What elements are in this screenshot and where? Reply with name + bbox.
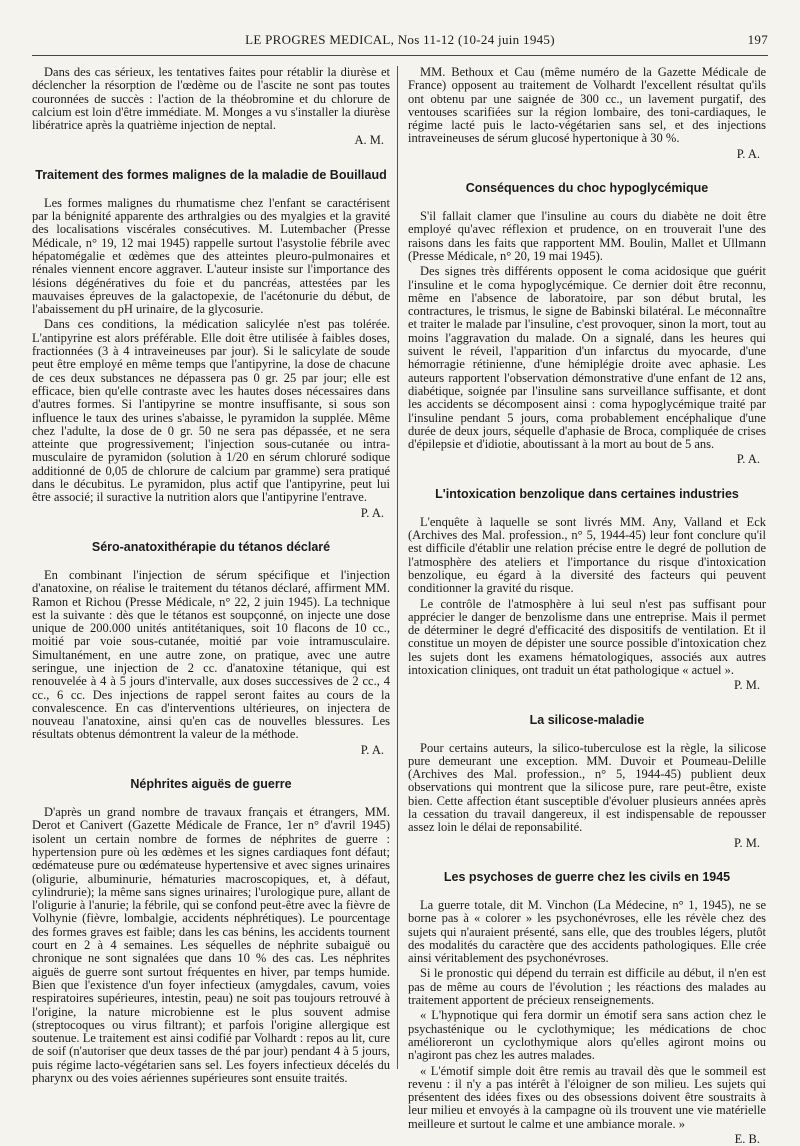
benzol-heading: L'intoxication benzolique dans certaines industries — [435, 486, 739, 501]
psychoses-paragraph-4: « L'émotif simple doit être remis au travail dès que le sommeil est revenu : il n'y a pas intérêt à l'éloigner de son milieu. Les sujets qui présentent des idées fixes ou des obsessions doivent être soustraits à leur milieu et envoyés à la campagne où ils trouvent une vie matérielle meilleure et surtout le calme et une ambiance morale. » — [408, 1063, 766, 1131]
continuation-signature: P. A. — [736, 146, 760, 161]
column-divider — [397, 66, 398, 1069]
choc-signature: P. A. — [736, 452, 760, 467]
header-rule — [32, 55, 768, 56]
journal-title: LE PROGRES MEDICAL, Nos 11-12 (10-24 juin 1945) — [245, 32, 555, 47]
bouillaud-paragraph-2: Dans ces conditions, la médication salicylée n'est pas tolérée. L'antipyrine est alors préférable. Elle doit être utilisée à faibles doses, fractionnées (3 à 4 intraveineuses par jour). Si le salicylate de soude peut être employé en même temps que l'antipyrine, la dose de chacune de ces deux substances ne dépassera pas 0 gr. 25 par jour; elle est efficace, bien qu'elle contraste avec les hautes doses nécessaires dans d'autres formes. Si l'antipyrine se montre insuffisante, si sous son influence le taux des urines s'abaisse, le pyramidon la supplée. Même chez l'adulte, la dose de 0 gr. 50 ne sera pas dépassée, et ne sera atteinte que progressivement; l'injection sous-cutanée ou intra-musculaire de pyramidon (solution à 1/20 en sérum chloruré sodique additionné de 0,05 de chlorure de calcium par gramme) sera pratiqué dans le décubitus. Le pyramidon, plus actif que l'antipyrine, peut lui être associé; il suractive la nutrition alors que l'antipyrine l'entrave. — [32, 317, 390, 505]
benzol-paragraph-2: Le contrôle de l'atmosphère à lui seul n'est pas suffisant pour apprécier le danger de benzolisme dans une entreprise. Mais il permet de déterminer le degré d'efficacité des dispositifs de ventilation. Et il constitue un moyen de dépister une source possible d'intoxication chez les sujets dont les examens hématologiques, associés aux autres intoxication cliniques, ont traduit un état pathologique « actuel ». — [408, 596, 766, 677]
page-header — [32, 32, 768, 52]
psychoses-paragraph-3: « L'hypnotique qui fera dormir un émotif sera sans action chez le psychasténique ou le cyclothymique; les médications de choc amélioreront un cyclothymique alors qu'elles agiront moins ou n'agiront pas chez les autres malades. — [408, 1008, 766, 1063]
choc-heading: Conséquences du choc hypoglycémique — [465, 181, 709, 196]
intro-paragraph: Dans des cas sérieux, les tentatives faites pour rétablir la diurèse et déclencher la résorption de l'œdème ou de l'ascite ne sont pas toutes couronnées de succès : l'action de la théobromine et du chlorure de calcium est loin d'être immédiate. M. Monges a vu s'installer la diurèse libératrice après la quatrième injection de neptal. — [32, 65, 390, 133]
benzol-signature: P. M. — [733, 678, 760, 693]
right-column — [408, 66, 766, 1146]
bouillaud-signature: P. A. — [360, 505, 384, 520]
psychoses-paragraph-1: La guerre totale, dit M. Vinchon (La Médecine, n° 1, 1945), ne se borne pas à « colorer » les psychonévroses, elle les révèle chez des sujets qui n'auraient présenté, sans elle, que des troubles légers, plutôt des modalités du caractère que des accidents pathologiques. Elle crée ainsi véritablement des psychonévroses. — [408, 897, 766, 966]
nephrites-heading: Néphrites aiguës de guerre — [130, 777, 292, 792]
nephrites-paragraph-1: D'après un grand nombre de travaux français et étrangers, MM. Derot et Canivert (Gazette Médicale de France, 1er n° d'avril 1945) isolent un certain nombre de formes de néphrites de guerre : hypertension pure où les œdèmes et les signes cardiaques font défaut; œdémateuse pure ou œdémateuse hypertensive et avec signes urinaires (oligurie, albuminurie, hématuries macroscopiques, et, à défaut, cylindrurie); la même sans signes urinaires; l'urologique pure, allant de l'oligurie à l'anurie; la fébrile, qui se confond peut-être avec la fièvre de Volhynie (fièvre, lombalgie, accidents néphrétiques). Le pourcentage des formes graves est faible; dans les cas bénins, les accidents tournent court en 2 à 4 semaines. Les séquelles de néphrite subaiguë ou chronique ne sont signalées que dans 10 % des cas. Les néphrites aiguës de guerre sont surtout fréquentes en hiver, par temps humide. Bien que l'existence d'un foyer infectieux (amygdales, cavum, voies respiratoires supérieures, intestin, peau) ne soit pas toujours retrouvé à l'origine, la nature microbienne est le plus souvent admise (streptocoques ou virus filtrant); et parfois l'origine allergique est soutenue. Le traitement est ainsi codifié par Volhardt : repos au lit, cure de soif (n'autoriser que deux tasses de thé par jour) pendant 4 à 5 jours, puis régime lacto-végétarien sans sel. Les foyers infectieux décelés du pharynx ou des voies aériennes supérieures sont ensuite traités. — [32, 805, 390, 1085]
tetanos-paragraph-1: En combinant l'injection de sérum spécifique et l'injection d'anatoxine, on réalise le traitement du tétanos déclaré, affirment MM. Ramon et Richou (Presse Médicale, n° 22, 2 juin 1945). La technique est la suivante : dès que le tétanos est soupçonné, on injecte une dose unique de 200.000 unités antitétaniques, soit 10 flacons de 10 cc., moitié par voie sous-cutanée, moitié par voie intramusculaire. Simultanément, en une autre zone, on pratique, avec une autre seringue, une injection de 2 cc. d'anatoxine tétanique, qui est renouvelée à 4 à 5 jours d'intervalle, aux doses successives de 2 cc., 4 cc., 6 cc. Des injections de rappel seront faites au cours de la convalescence. En cas d'interventions ultérieures, on injectera de nouveau l'anatoxine, ainsi qu'en cas de nouvelles blessures. Les résultats obtenus démontrent la valeur de la méthode. — [32, 567, 390, 742]
bouillaud-paragraph-1: Les formes malignes du rhumatisme chez l'enfant se caractérisent par la bénignité apparente des arthralgies ou des myalgies et la gravité des localisations viscérales consécutives. M. Lutembacher (Presse Médicale, n° 19, 12 mai 1945) rappelle surtout l'asystolie fébrile avec hépatomégalie et œdèmes que des atteintes pleuro-pulmonaires et rénales viennent encore aggraver. L'auteur insiste sur l'importance des lésions dégénératives du foie et du pancréas, attestées par les mauvaises épreuves de la galactopexie, de l'acétonurie du début, de l'abaissement du pH urinaire, de la glycosurie. — [32, 195, 390, 317]
continuation-paragraph: MM. Bethoux et Cau (même numéro de la Gazette Médicale de France) opposent au traitement de Volhardt l'excellent résultat qu'ils ont obtenu par une saignée de 300 cc., un lavement purgatif, des ventouses scarifiées sur la région lombaire, des toni-cardiaques, le régime lacté puis le lacto-végétarien sans sel, et des injections intraveineuses de sérum glucosé hypertonique à 30 %. — [408, 65, 766, 146]
choc-paragraph-1: S'il fallait clamer que l'insuline au cours du diabète ne doit être employé qu'avec réflexion et prudence, on en trouverait l'une des raisons dans les faits que rapportent MM. Boulin, Mallet et Ullmann (Presse Médicale, n° 20, 19 mai 1945). — [408, 209, 766, 263]
left-column — [32, 66, 390, 1087]
silicose-heading: La silicose-maladie — [529, 712, 645, 727]
silicose-signature: P. M. — [733, 835, 760, 850]
choc-paragraph-2: Des signes très différents opposent le coma acidosique que guérit l'insuline et le coma hypoglycémique. Ce dernier doit être reconnu, même en l'absence de laboratoire, par son début brutal, les contractures, le trismus, le signe de Babinski bilatéral. Le méconnaître et traiter le malade par l'insuline, c'est provoquer, sinon la mort, tout au moins l'aggravation du malade. On a signalé, dans les heures qui suivent le réveil, l'apparition d'un infarctus du myocarde, d'une hémorragie rétinienne, d'une hémiplégie droite avec aphasie. Les auteurs rapportent l'observation démonstrative d'une enfant de 12 ans, diabétique, soignée par l'insuline sans surveillance suffisante, et dont les accidents se décomposent ainsi : coma hypoglycémique traité par l'insuline pendant 5 jours, coma probablement encéphalique d'une durée de deux jours, séquelle d'aphasie de Broca, compliquée de crises d'épilepsie et d'idiotie, aboutissant à la mort au bout de 5 ans. — [408, 264, 766, 452]
intro-signature: A. M. — [354, 133, 384, 148]
tetanos-signature: P. A. — [360, 742, 384, 757]
psychoses-paragraph-2: Si le pronostic qui dépend du terrain est difficile au début, il n'en est pas de même au cours de l'évolution ; les réactions des malades au traitement apportent de précieux renseignements. — [408, 966, 766, 1008]
bouillaud-heading: Traitement des formes malignes de la maladie de Bouillaud — [35, 167, 387, 182]
silicose-paragraph-1: Pour certains auteurs, la silico-tuberculose est la règle, la silicose pure demeurant une exception. MM. Duvoir et Poumeau-Delille (Archives des Mal. profession., n° 5, 1944-45) publient deux observations qui montrent que la silicose pure, rare peut-être, existe bien. Cette affection étant susceptible d'évoluer plusieurs années après la cessation du travail dangereux, il est indispensable de repousser assez loin le délai de reponsabilité. — [408, 740, 766, 835]
benzol-paragraph-1: L'enquête à laquelle se sont livrés MM. Any, Valland et Eck (Archives des Mal. profession., n° 5, 1944-45) leur font conclure qu'il est difficile d'établir une relation précise entre le degré de pollution de l'atmosphère des ateliers et l'importance du risque d'intoxication benzolique, eu égard à la diversité des facteurs qui peuvent conditionner la gravité du risque. — [408, 514, 766, 596]
psychoses-signature: E. B. — [734, 1132, 760, 1146]
page-number: 197 — [747, 32, 768, 47]
psychoses-heading: Les psychoses de guerre chez les civils en 1945 — [443, 869, 731, 884]
tetanos-heading: Séro-anatoxithérapie du tétanos déclaré — [91, 539, 331, 554]
